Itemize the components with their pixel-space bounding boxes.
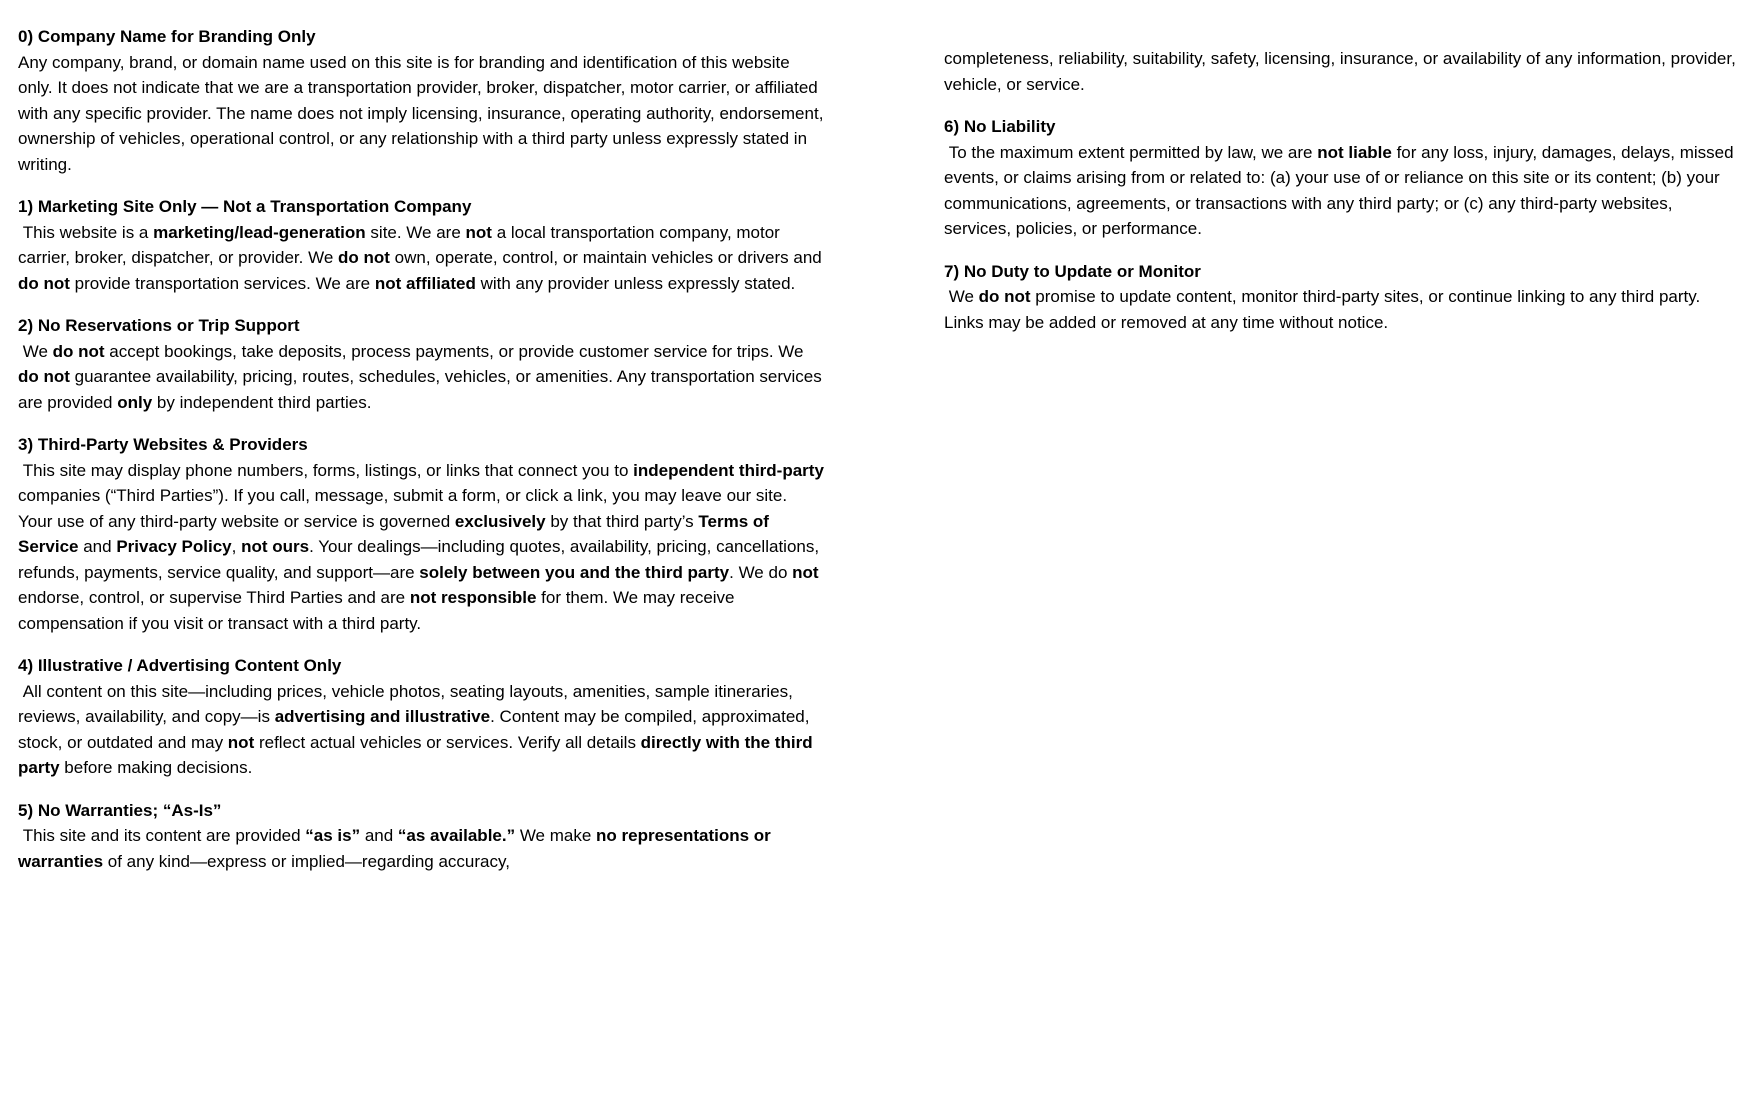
disclaimer-section (944, 114, 1739, 242)
section-body (18, 458, 829, 637)
text: This website is a (18, 222, 154, 242)
text: All content on this site—including prices, vehicle photos, seating layouts, amenities, sample itineraries, reviews, availability, and copy—is (18, 681, 798, 726)
section-heading: 5) No Warranties; “As-Is” (18, 800, 222, 820)
text: We (18, 341, 53, 361)
section-body (944, 46, 1741, 97)
disclaimer-section (944, 46, 1741, 97)
disclaimer-section (18, 653, 824, 781)
bold-text: Terms of Service (18, 511, 774, 556)
section-heading: 1) Marketing Site Only — Not a Transportation Company (18, 197, 472, 216)
bold-text: not liable (1317, 142, 1392, 162)
disclaimer-section (18, 194, 827, 296)
section-heading: 3) Third-Party Websites & Providers (18, 435, 308, 454)
text: Any company, brand, or domain name used on this site is for branding and identification of this website only. It does not indicate that we are a transportation provider, broker, dispatcher, motor carrier, or affiliated with any specific provider. The name does not imply licensing, insurance, operating authority, endorsement, ownership of vehicles, operational control, or any relationship with a third party unless expressly stated in writing. (18, 52, 829, 174)
text: a local transportation company, motor carrier, broker, dispatcher, or provider. We (18, 222, 785, 267)
bold-text: not ours (241, 537, 310, 556)
text: This site and its content are provided (18, 826, 306, 845)
bold-text: “as is” (305, 826, 361, 845)
text: by that third party’s (545, 511, 699, 531)
bold-text: do not (52, 341, 105, 361)
bold-text: do not (18, 273, 70, 293)
text: site. We are (365, 222, 466, 242)
text: own, operate, control, or maintain vehicles or drivers and (389, 248, 827, 267)
section-heading: 2) No Reservations or Trip Support (18, 316, 300, 335)
bold-text: exclusively (454, 511, 546, 531)
section-body (944, 140, 1739, 242)
text: guarantee availability, pricing, routes, schedules, vehicles, or amenities. Any transportation services are provided (18, 367, 827, 412)
bold-text: marketing/lead-generation (153, 222, 366, 242)
bold-text: not (465, 222, 492, 242)
bold-text: “as available.” (397, 826, 516, 845)
section-body (18, 823, 824, 874)
text: for any loss, injury, damages, delays, missed events, or claims arising from or related to: (a) your use of or reliance on this site or its content; (b) your communications, agreements, or transactions with any third party; or (c) any third-party websites, services, policies, or performance. (944, 142, 1739, 238)
text: by independent third parties. (152, 392, 372, 412)
left-column (18, 24, 829, 874)
bold-text: directly with the third party (18, 732, 818, 777)
section-body (18, 220, 827, 297)
disclaimer-section (944, 259, 1736, 336)
bold-text: not affiliated (374, 273, 476, 293)
text: . Content may be compiled, approximated, stock, or outdated and may (18, 707, 815, 752)
bold-text: not (227, 732, 255, 752)
section-body (18, 679, 824, 781)
disclaimer-section (18, 798, 824, 875)
text: promise to update content, monitor third-party sites, or continue linking to any third party. Links may be added or removed at any time without notice. (944, 287, 1705, 332)
bold-text: not (792, 562, 819, 582)
right-column (944, 24, 1741, 335)
text: . Your dealings—including quotes, availability, pricing, cancellations, refunds, payments, service quality, and support—are (18, 537, 824, 582)
text: reflect actual vehicles or services. Verify all details (254, 732, 641, 752)
bold-text: only (117, 392, 153, 412)
text: endorse, control, or supervise Third Parties and are (18, 562, 824, 607)
text: companies (“Third Parties”). If you call, message, submit a form, or click a link, you may leave our site. Your use of any third-party website or service is governed (18, 460, 829, 531)
section-heading: 6) No Liability (944, 117, 1056, 136)
bold-text: solely between you and the third party (419, 562, 730, 582)
disclaimer-section (18, 313, 827, 415)
text: with any provider unless expressly stated. (475, 273, 796, 293)
section-body (18, 339, 827, 416)
bold-text: do not (18, 367, 70, 386)
section-body (944, 284, 1736, 335)
bold-text: not responsible (409, 588, 537, 607)
text: accept bookings, take deposits, process payments, or provide customer service for trips. We (104, 341, 809, 361)
disclaimer-section (18, 24, 829, 177)
text: completeness, reliability, suitability, safety, licensing, insurance, or availability of any information, provider, vehicle, or service. (944, 49, 1741, 94)
section-heading: 0) Company Name for Branding Only (18, 27, 316, 46)
bold-text: independent third-party (633, 460, 824, 480)
bold-text: no representations or warranties (18, 826, 776, 871)
section-heading: 7) No Duty to Update or Monitor (944, 261, 1201, 281)
text: This site may display phone numbers, forms, listings, or links that connect you to (18, 460, 634, 480)
text: provide transportation services. We are (69, 273, 375, 293)
text: before making decisions. (59, 758, 253, 777)
disclaimer-section (18, 432, 829, 636)
text: We (944, 287, 979, 306)
text: We make (515, 826, 597, 845)
bold-text: Privacy Policy (116, 537, 232, 556)
bold-text: do not (338, 248, 390, 267)
text: of any kind—express or implied—regarding accuracy, (103, 851, 510, 871)
text: and (78, 537, 117, 556)
text: , (231, 537, 242, 556)
text: for them. We may receive compensation if you visit or transact with a third party. (18, 588, 740, 633)
section-body (18, 50, 829, 178)
text: . We do (729, 562, 793, 582)
section-heading: 4) Illustrative / Advertising Content Only (18, 656, 342, 675)
bold-text: advertising and illustrative (274, 707, 491, 726)
text: To the maximum extent permitted by law, we are (944, 142, 1318, 162)
text: and (360, 826, 398, 845)
bold-text: do not (978, 287, 1031, 306)
